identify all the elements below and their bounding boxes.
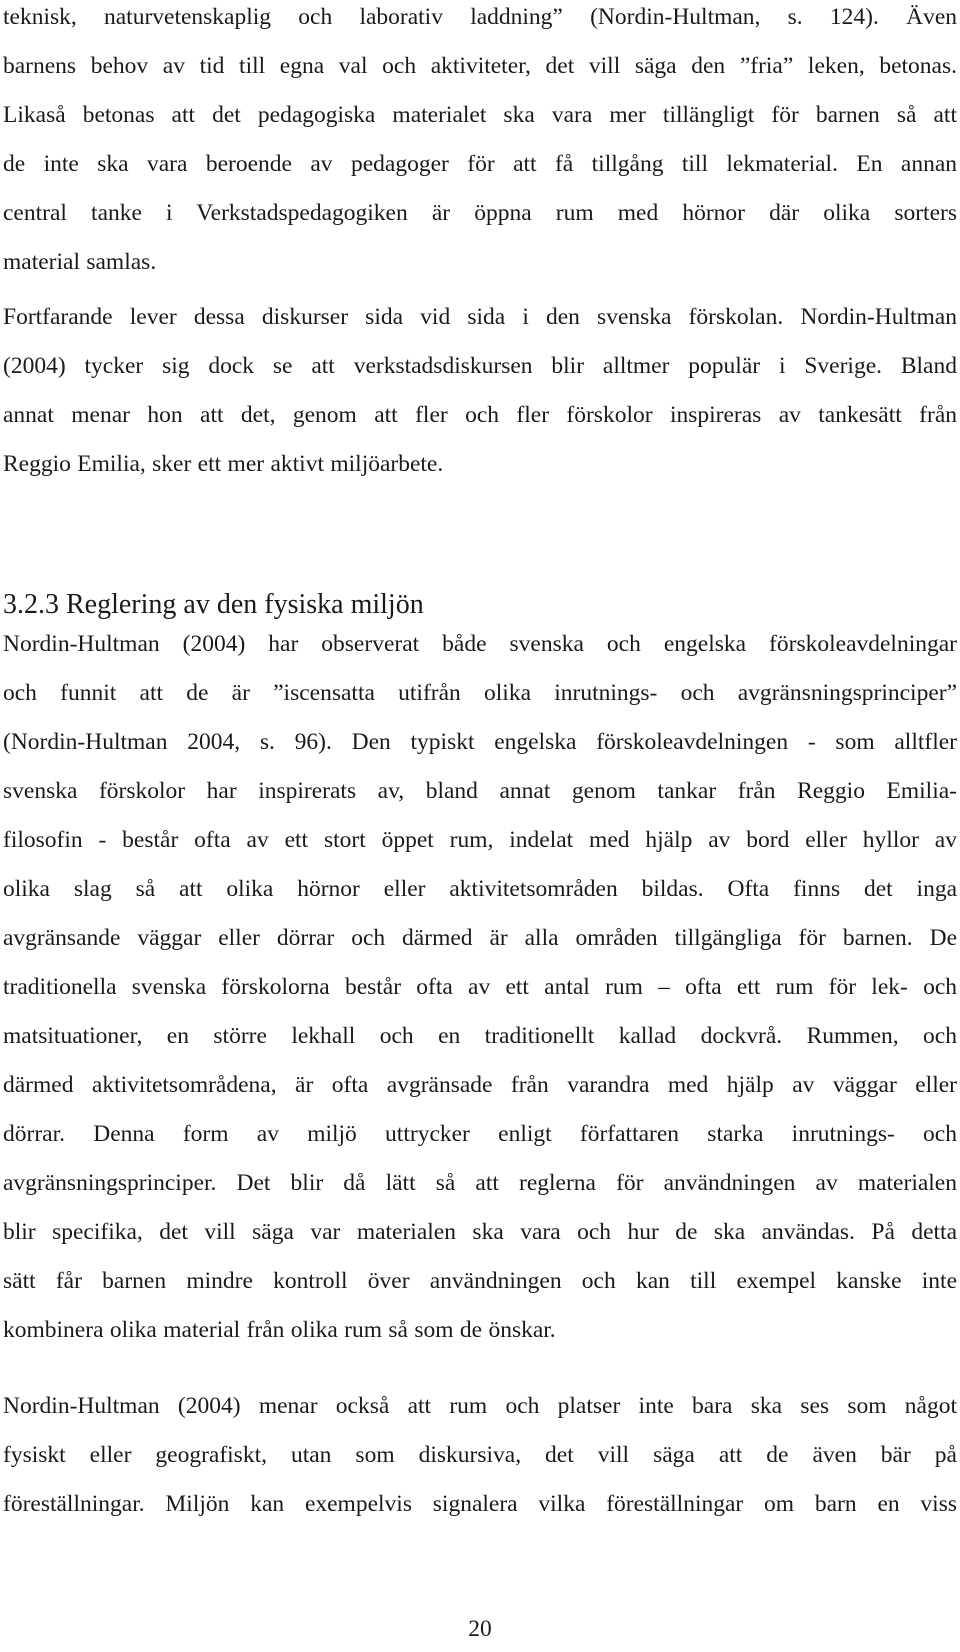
text-line: traditionella svenska förskolorna består ofta av ett antal rum – ofta ett rum för lek- och bbox=[3, 974, 957, 1000]
text-line: central tanke i Verkstadspedagogiken är öppna rum med hörnor där olika sorters bbox=[3, 200, 957, 226]
text-line: fysiskt eller geografiskt, utan som diskursiva, det vill säga att de även bär på bbox=[3, 1442, 957, 1468]
text-line: teknisk, naturvetenskaplig och laborativ laddning” (Nordin-Hultman, s. 124). Även bbox=[3, 4, 957, 30]
text-line: (2004) tycker sig dock se att verkstadsdiskursen blir alltmer populär i Sverige. Bland bbox=[3, 353, 957, 379]
text-line: sätt får barnen mindre kontroll över användningen och kan till exempel kanske inte bbox=[3, 1268, 957, 1294]
text-line: barnens behov av tid till egna val och aktiviteter, det vill säga den ”fria” leken, betonas. bbox=[3, 53, 957, 79]
text-line: och funnit att de är ”iscensatta utifrån olika inrutnings- och avgränsningsprinciper” bbox=[3, 680, 957, 706]
text-line: (Nordin-Hultman 2004, s. 96). Den typiskt engelska förskoleavdelningen - som alltfler bbox=[3, 729, 957, 755]
text-line: de inte ska vara beroende av pedagoger för att få tillgång till lekmaterial. En annan bbox=[3, 151, 957, 177]
body-paragraph bbox=[3, 293, 957, 489]
text-line: Fortfarande lever dessa diskurser sida vid sida i den svenska förskolan. Nordin-Hultman bbox=[3, 304, 957, 330]
text-line: avgränsningsprinciper. Det blir då lätt så att reglerna för användningen av materialen bbox=[3, 1170, 957, 1196]
text-line: annat menar hon att det, genom att fler och fler förskolor inspireras av tankesätt från bbox=[3, 402, 957, 428]
text-line: föreställningar. Miljön kan exempelvis signalera vilka föreställningar om barn en viss bbox=[3, 1491, 957, 1517]
text-line: därmed aktivitetsområdena, är ofta avgränsade från varandra med hjälp av väggar eller bbox=[3, 1072, 957, 1098]
section-heading: 3.2.3 Reglering av den fysiska miljön bbox=[3, 589, 424, 620]
text-line: material samlas. bbox=[3, 249, 157, 275]
text-line: Reggio Emilia, sker ett mer aktivt miljöarbete. bbox=[3, 451, 444, 477]
text-line: avgränsande väggar eller dörrar och därmed är alla områden tillgängliga för barnen. De bbox=[3, 925, 957, 951]
text-line: dörrar. Denna form av miljö uttrycker enligt författaren starka inrutnings- och bbox=[3, 1121, 957, 1147]
text-line: matsituationer, en större lekhall och en traditionellt kallad dockvrå. Rummen, och bbox=[3, 1023, 957, 1049]
text-line: blir specifika, det vill säga var materialen ska vara och hur de ska användas. På detta bbox=[3, 1219, 957, 1245]
text-line: filosofin - består ofta av ett stort öppet rum, indelat med hjälp av bord eller hyllor av bbox=[3, 827, 957, 853]
text-line: Nordin-Hultman (2004) menar också att rum och platser inte bara ska ses som något bbox=[3, 1393, 957, 1419]
body-paragraph bbox=[3, 620, 957, 1355]
body-paragraph bbox=[3, 1382, 957, 1529]
text-line: kombinera olika material från olika rum så som de önskar. bbox=[3, 1317, 556, 1343]
text-line: svenska förskolor har inspirerats av, bland annat genom tankar från Reggio Emilia- bbox=[3, 778, 957, 804]
document-page bbox=[3, 0, 957, 1652]
text-line: Likaså betonas att det pedagogiska materialet ska vara mer tillängligt för barnen så att bbox=[3, 102, 957, 128]
text-line: olika slag så att olika hörnor eller aktivitetsområden bildas. Ofta finns det inga bbox=[3, 876, 957, 902]
body-paragraph bbox=[3, 0, 957, 287]
text-line: Nordin-Hultman (2004) har observerat både svenska och engelska förskoleavdelningar bbox=[3, 631, 957, 657]
page-number: 20 bbox=[468, 1616, 492, 1642]
